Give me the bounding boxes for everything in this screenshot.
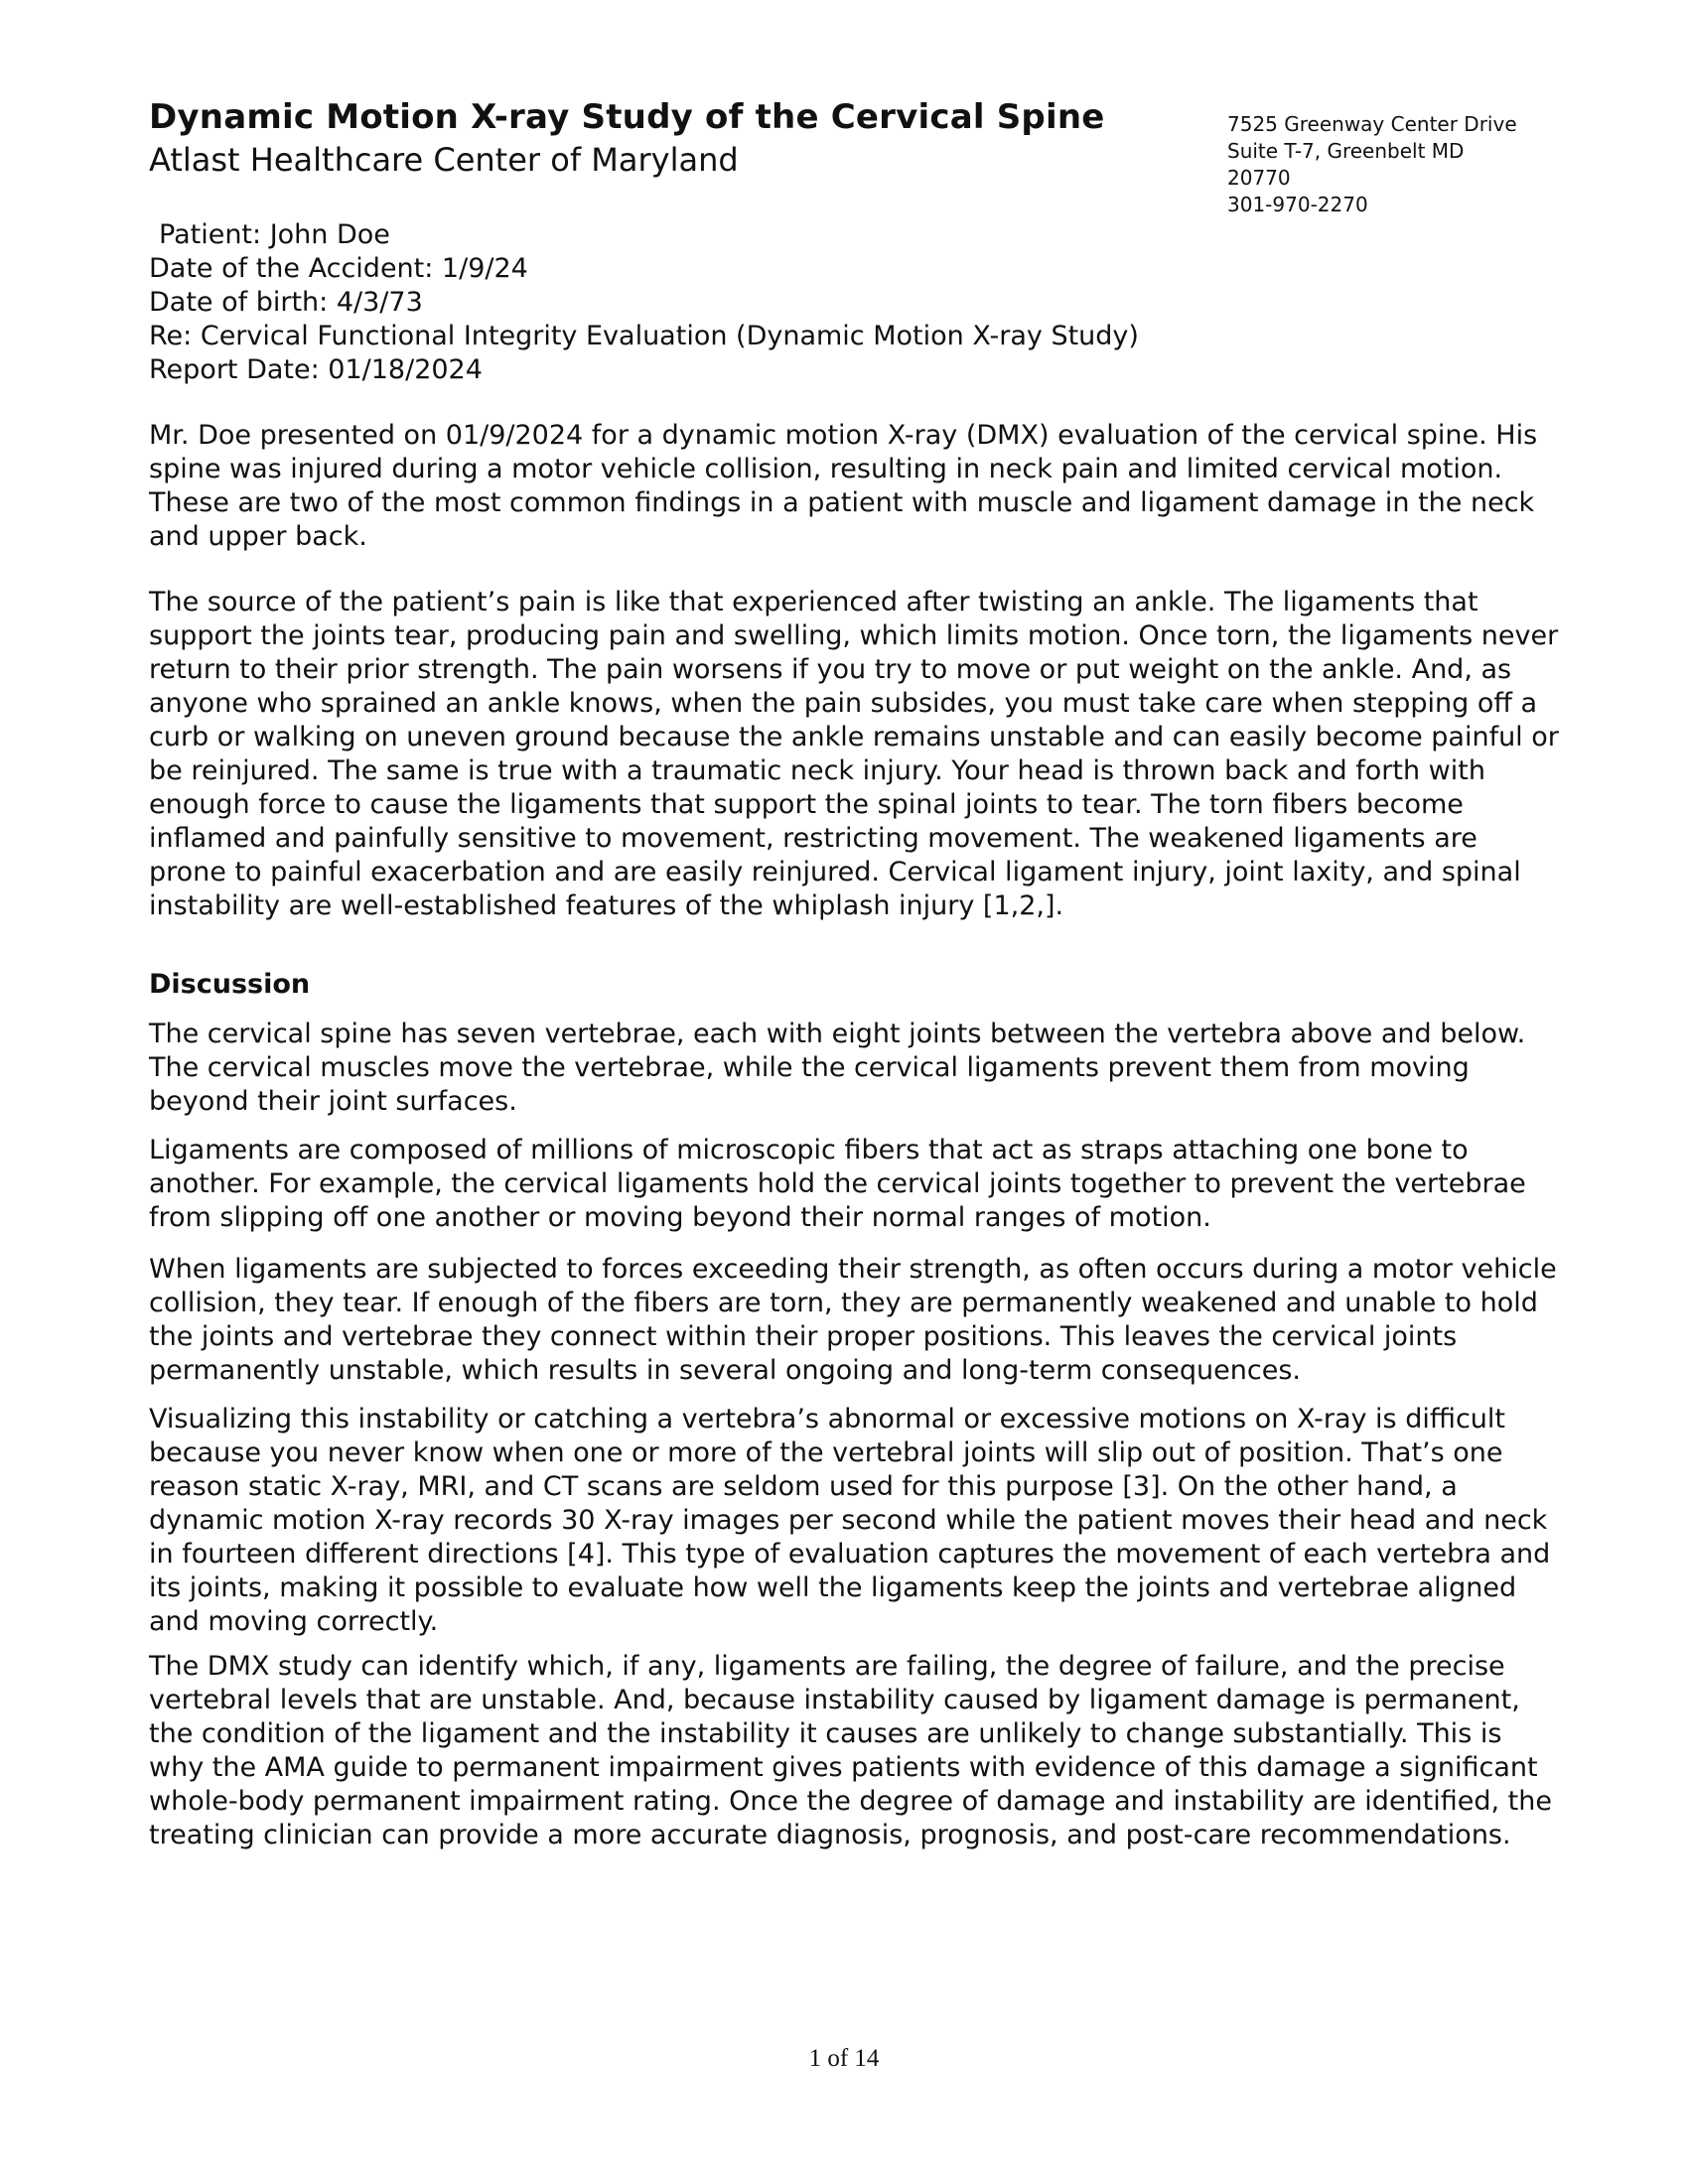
discussion-paragraph-5 [149, 1650, 1559, 1852]
accident-date: Date of the Accident: 1/9/24 [149, 253, 528, 284]
page-number: 1 of 14 [808, 2045, 880, 2072]
report-title: Dynamic Motion X-ray Study of the Cervical Spine [149, 97, 1105, 137]
discussion-text-4: Visualizing this instability or catching a vertebra’s abnormal or excessive motions on X-ray is difficult because you never know when one or more of the vertebral joints will slip out of position. That’s one reason static X-ray, MRI, and CT scans are seldom used for this purpose [3]. On the other hand, a dynamic motion X-ray records 30 X-ray images per second while the patient moves their head and neck in fourteen different directions [4]. This type of evaluation captures the movement of each vertebra and its joints, making it possible to evaluate how well the ligaments keep the joints and vertebrae aligned and moving correctly. [149, 1404, 1551, 1637]
address-line-3: 20770 [1227, 166, 1291, 190]
discussion-paragraph-3 [149, 1253, 1559, 1388]
discussion-paragraph-2 [149, 1134, 1559, 1235]
intro-text-2: The source of the patient’s pain is like that experienced after twisting an ankle. The ligaments that support the joints tear, producing pain and swelling, which limits motion. Once torn, the ligaments never return to their prior strength. The pain worsens if you try to move or put weight on the ankle. And, as anyone who sprained an ankle knows, when the pain subsides, you must take care when stepping off a curb or walking on uneven ground because the ankle remains unstable and can easily become painful or be reinjured. The same is true with a traumatic neck injury. Your head is thrown back and forth with enough force to cause the ligaments that support the spinal joints to tear. The torn fibers become inflamed and painfully sensitive to movement, restricting movement. The weakened ligaments are prone to painful exacerbation and are easily reinjured. Cervical ligament injury, joint laxity, and spinal instability are well-established features of the whiplash injury [1,2,]. [149, 587, 1559, 921]
discussion-text-5: The DMX study can identify which, if any, ligaments are failing, the degree of failure, and the precise vertebral levels that are unstable. And, because instability caused by ligament damage is permanent, the condition of the ligament and the instability it causes are unlikely to change substantially. This is why the AMA guide to permanent impairment gives patients with evidence of this damage a significant whole-body permanent impairment rating. Once the degree of damage and instability are identified, the treating clinician can provide a more accurate diagnosis, prognosis, and post-care recommendations. [149, 1651, 1552, 1850]
intro-paragraph-2 [149, 586, 1559, 923]
clinic-address [1227, 111, 1565, 218]
clinic-name: Atlast Healthcare Center of Maryland [149, 141, 739, 179]
birth-date: Date of birth: 4/3/73 [149, 287, 423, 318]
report-date: Report Date: 01/18/2024 [149, 354, 483, 385]
discussion-heading: Discussion [149, 969, 311, 1000]
intro-text-1: Mr. Doe presented on 01/9/2024 for a dynamic motion X-ray (DMX) evaluation of the cervical spine. His spine was injured during a motor vehicle collision, resulting in neck pain and limited cervical motion. These are two of the most common findings in a patient with muscle and ligament damage in the neck and upper back. [149, 420, 1538, 552]
discussion-text-2: Ligaments are composed of millions of microscopic fibers that act as straps attaching one bone to another. For example, the cervical ligaments hold the cervical joints together to prevent the vertebrae from slipping off one another or moving beyond their normal ranges of motion. [149, 1135, 1526, 1233]
clinic-phone: 301-970-2270 [1227, 193, 1368, 216]
discussion-paragraph-1 [149, 1018, 1559, 1119]
intro-paragraph-1 [149, 419, 1559, 554]
re-line: Re: Cervical Functional Integrity Evaluation (Dynamic Motion X-ray Study) [149, 321, 1139, 351]
discussion-paragraph-4 [149, 1403, 1559, 1639]
patient-info [149, 218, 1139, 387]
discussion-text-1: The cervical spine has seven vertebrae, each with eight joints between the vertebra above and below. The cervical muscles move the vertebrae, while the cervical ligaments prevent them from moving beyond their joint surfaces. [149, 1019, 1526, 1117]
patient-name: Patient: John Doe [159, 219, 390, 250]
address-line-2: Suite T-7, Greenbelt MD [1227, 139, 1465, 163]
address-line-1: 7525 Greenway Center Drive [1227, 112, 1517, 136]
discussion-text-3: When ligaments are subjected to forces exceeding their strength, as often occurs during a motor vehicle collision, they tear. If enough of the fibers are torn, they are permanently weakened and unable to hold the joints and vertebrae they connect within their proper positions. This leaves the cervical joints permanently unstable, which results in several ongoing and long-term consequences. [149, 1254, 1557, 1386]
